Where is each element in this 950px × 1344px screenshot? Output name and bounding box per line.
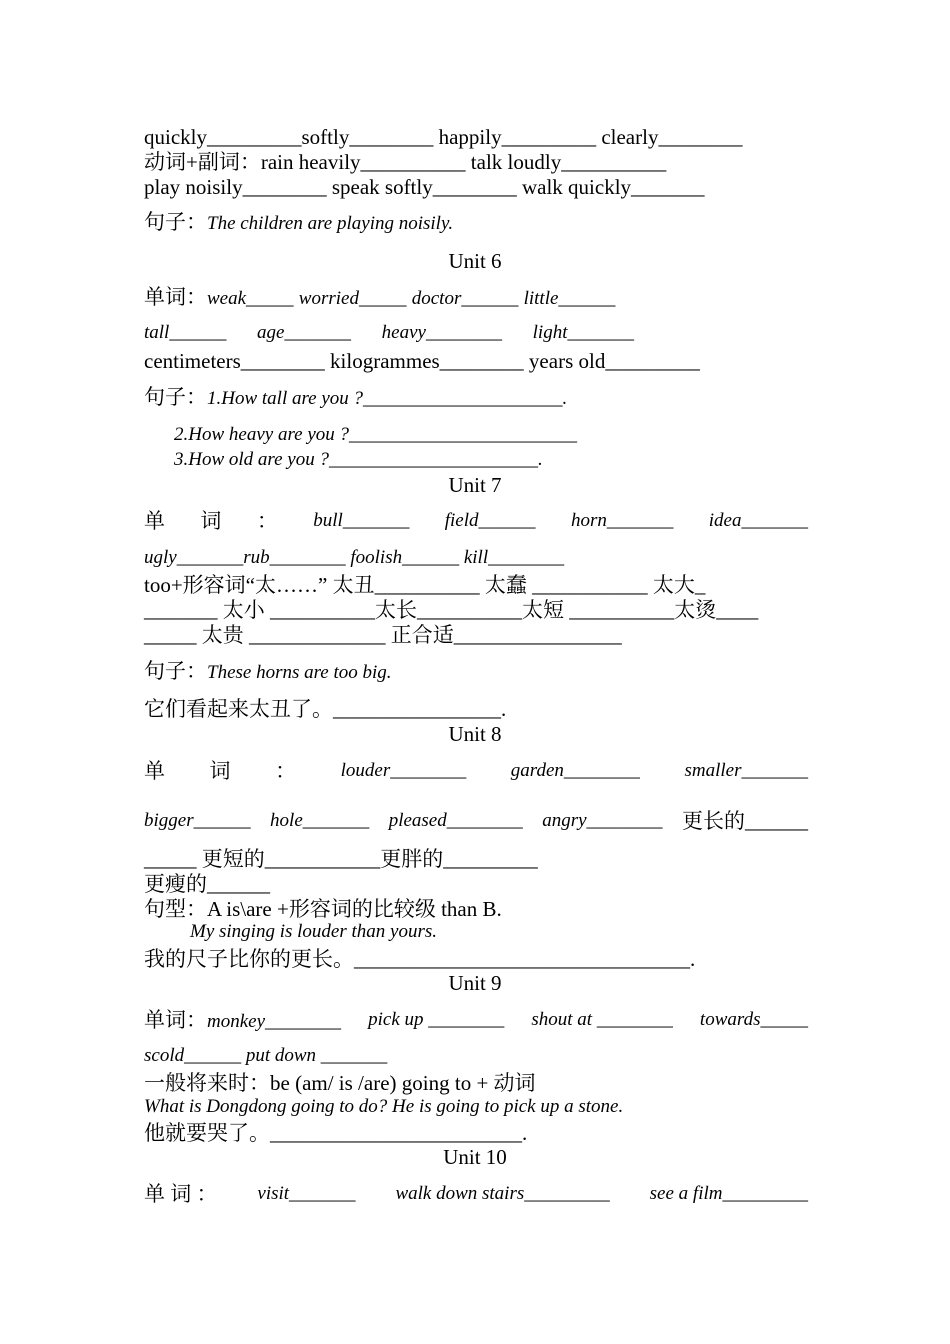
vocab-word: worried_____ — [298, 288, 407, 309]
vocab-label: 单词： — [144, 285, 207, 309]
sentence-text: 1.How tall are you ?_____________________. — [207, 388, 568, 409]
text-line: 动词+副词：rain heavily__________ talk loudly__________ — [144, 150, 667, 174]
vocab-word: see a film_________ — [649, 1183, 808, 1204]
text-line: quickly_________softly________ happily_________ clearly________ — [144, 125, 743, 149]
vocab-label: 词 — [209, 759, 231, 783]
vocab-label: ： — [275, 759, 297, 783]
vocab-line — [144, 1181, 808, 1207]
vocab-label: 单 — [144, 509, 165, 533]
sentence-text: 2.How heavy are you ?________________________ — [174, 424, 577, 445]
vocab-word: smaller_______ — [684, 760, 808, 781]
unit-heading: Unit 6 — [448, 249, 502, 273]
text-line: _____ 太贵 _____________ 正合适________________ — [144, 623, 622, 647]
vocab-word: pleased________ — [388, 810, 523, 831]
sentence-text: These horns are too big. — [207, 662, 392, 683]
vocab-word: bigger______ — [144, 810, 251, 831]
text-line: play noisily________ speak softly________ walk quickly_______ — [144, 175, 705, 199]
text-line: 它们看起来太丑了。________________. — [144, 697, 507, 721]
vocab-label: 单 词 ： — [144, 1182, 218, 1206]
sentence-text: What is Dongdong going to do? He is going to pick up a stone. — [144, 1096, 624, 1117]
unit-heading: Unit 7 — [448, 473, 502, 497]
vocab-word: monkey________ — [207, 1011, 342, 1032]
vocab-word: bull_______ — [313, 510, 410, 531]
vocab-word: age_______ — [257, 322, 351, 343]
vocab-word: 更长的______ — [681, 809, 808, 833]
text-line: too+形容词“太……” 太丑__________ 太蠢 ___________ 太大_ — [144, 573, 706, 597]
sentence-line — [144, 658, 808, 686]
vocab-word: little______ — [523, 288, 616, 309]
unit-heading: Unit 9 — [448, 971, 502, 995]
vocab-line — [144, 1007, 808, 1035]
text-line: 我的尺子比你的更长。________________________________. — [144, 947, 696, 971]
text-line: centimeters________ kilogrammes________ years old_________ — [144, 349, 700, 373]
vocab-word: heavy________ — [381, 322, 502, 343]
sentence-line — [144, 209, 808, 237]
vocab-word: doctor______ — [411, 288, 519, 309]
vocab-line: ugly_______rub________ foolish______ kill________ — [144, 547, 565, 568]
vocab-word: hole_______ — [270, 810, 370, 831]
vocab-word: light_______ — [532, 322, 634, 343]
vocab-word: field______ — [444, 510, 536, 531]
vocab-word: pick up ________ — [368, 1009, 505, 1030]
vocab-word: garden________ — [510, 760, 640, 781]
unit-heading: Unit 10 — [443, 1145, 507, 1169]
sentence-line — [174, 445, 838, 473]
vocab-word: weak_____ — [207, 288, 294, 309]
vocab-label: ： — [256, 509, 278, 533]
vocab-word: shout at ________ — [531, 1009, 673, 1030]
vocab-word: horn_______ — [570, 510, 674, 531]
vocab-line: scold______ put down _______ — [144, 1045, 388, 1066]
vocab-line — [144, 320, 634, 346]
vocab-word: angry________ — [542, 810, 663, 831]
sentence-text: The children are playing noisily. — [207, 213, 454, 234]
sentence-line — [144, 384, 808, 412]
sentence-line — [174, 420, 838, 448]
vocab-label: 单 — [144, 759, 165, 783]
vocab-word: visit_______ — [257, 1183, 356, 1204]
text-line: 一般将来时：be (am/ is /are) going to + 动词 — [144, 1071, 536, 1095]
text-line: 他就要哭了。________________________. — [144, 1121, 528, 1145]
vocab-word: louder________ — [340, 760, 467, 781]
unit-heading: Unit 8 — [448, 722, 502, 746]
text-line: 句型：A is\are +形容词的比较级 than B. — [144, 897, 502, 921]
text-line: _____ 更短的___________更胖的_________ — [144, 847, 538, 871]
vocab-line — [144, 284, 808, 312]
text-line: _______ 太小 __________太长__________太短 __________太烫____ — [144, 598, 759, 622]
text-line: 更瘦的______ — [144, 872, 270, 896]
sentence-label: 句子： — [144, 210, 207, 234]
vocab-line — [144, 508, 808, 534]
sentence-text: My singing is louder than yours. — [190, 921, 437, 942]
vocab-word: towards_____ — [699, 1009, 808, 1030]
vocab-word: idea_______ — [708, 510, 808, 531]
sentence-text: 3.How old are you ?______________________. — [174, 449, 543, 470]
vocab-line — [144, 758, 808, 784]
sentence-label: 句子： — [144, 385, 207, 409]
vocab-word: tall______ — [144, 322, 227, 343]
vocab-line — [144, 808, 808, 834]
sentence-label: 句子： — [144, 659, 207, 683]
vocab-word: walk down stairs_________ — [395, 1183, 610, 1204]
vocab-label: 单词： — [144, 1008, 207, 1032]
vocab-label: 词 — [200, 509, 222, 533]
